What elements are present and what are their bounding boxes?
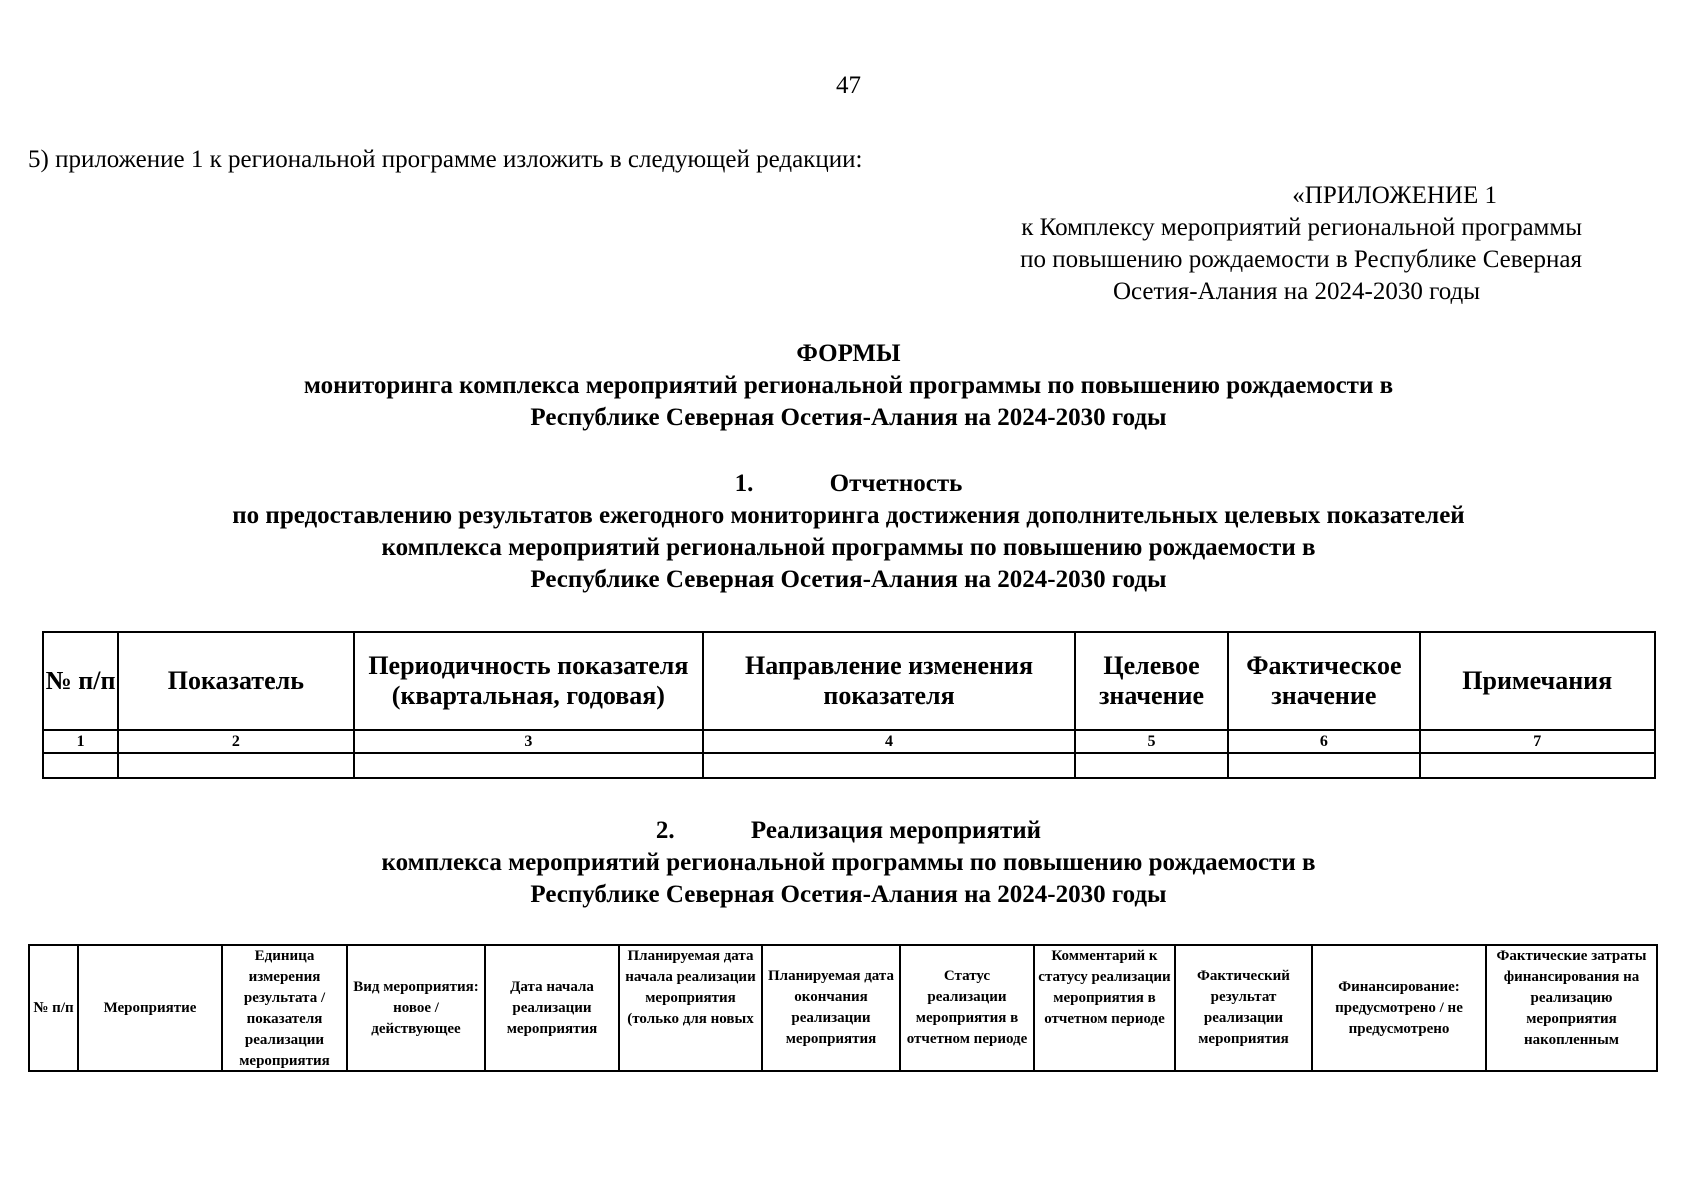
forms-title-line: Республике Северная Осетия-Алания на 2024-2030 годы	[530, 404, 1167, 431]
table-header-row	[43, 632, 1655, 730]
column-header: Мероприятие	[78, 945, 222, 1071]
section-2-line: Республике Северная Осетия-Алания на 2024-2030 годы	[530, 881, 1167, 908]
column-header: Вид мероприятия: новое / действующее	[347, 945, 485, 1071]
column-header: Направление изменения показателя	[703, 632, 1075, 730]
empty-cell	[118, 753, 353, 778]
column-header: Фактическое значение	[1228, 632, 1419, 730]
column-header: Фактические затраты финансирования на реализацию мероприятия накопленным	[1486, 945, 1657, 1071]
empty-cell	[1420, 753, 1655, 778]
table-header-row	[29, 945, 1657, 1071]
monitoring-indicators-table	[42, 631, 1656, 779]
appendix-header	[930, 180, 1582, 308]
empty-cell	[43, 753, 118, 778]
section-2-line: комплекса мероприятий региональной программы по повышению рождаемости в	[381, 849, 1316, 876]
column-header: Дата начала реализации мероприятия	[485, 945, 619, 1071]
appendix-line: по повышению рождаемости в Республике Северная	[1020, 246, 1582, 273]
measures-implementation-table	[28, 944, 1658, 1072]
column-number: 3	[354, 730, 704, 753]
section-2-heading	[0, 815, 1697, 911]
section-2-title-line	[0, 815, 1697, 847]
forms-title-line: ФОРМЫ	[796, 340, 901, 367]
empty-cell	[703, 753, 1075, 778]
column-header: Статус реализации мероприятия в отчетном периоде	[900, 945, 1034, 1071]
column-number: 1	[43, 730, 118, 753]
table-row	[43, 753, 1655, 778]
column-number: 7	[1420, 730, 1655, 753]
section-2-number: 2.	[655, 817, 675, 844]
column-number: 5	[1075, 730, 1228, 753]
section-1-line: Республике Северная Осетия-Алания на 2024-2030 годы	[530, 566, 1167, 593]
column-header: № п/п	[29, 945, 78, 1071]
section-1-line: по предоставлению результатов ежегодного мониторинга достижения дополнительных целевых показателей	[232, 502, 1465, 529]
column-header: Комментарий к статусу реализации мероприятия в отчетном периоде	[1034, 945, 1175, 1071]
column-number: 4	[703, 730, 1075, 753]
column-header: № п/п	[43, 632, 118, 730]
column-number: 6	[1228, 730, 1419, 753]
section-1-heading	[0, 468, 1697, 596]
section-2-title: Реализация мероприятий	[750, 817, 1042, 844]
column-header: Показатель	[118, 632, 353, 730]
column-header: Целевое значение	[1075, 632, 1228, 730]
section-1-title: Отчетность	[829, 470, 963, 497]
appendix-line: Осетия-Алания на 2024-2030 годы	[1112, 278, 1480, 305]
empty-cell	[354, 753, 704, 778]
page-number: 47	[836, 72, 861, 99]
column-header: Единица измерения результата / показателя реализации мероприятия	[222, 945, 347, 1071]
column-number: 2	[118, 730, 353, 753]
column-header: Примечания	[1420, 632, 1655, 730]
column-header: Периодичность показателя (квартальная, годовая)	[354, 632, 704, 730]
empty-cell	[1075, 753, 1228, 778]
column-header: Фактический результат реализации мероприятия	[1175, 945, 1312, 1071]
forms-title-line: мониторинга комплекса мероприятий региональной программы по повышению рождаемости в	[303, 372, 1394, 399]
column-header: Финансирование: предусмотрено / не предусмотрено	[1312, 945, 1486, 1071]
appendix-line: «ПРИЛОЖЕНИЕ 1	[1292, 182, 1497, 209]
column-number-row	[43, 730, 1655, 753]
section-1-line: комплекса мероприятий региональной программы по повышению рождаемости в	[381, 534, 1316, 561]
empty-cell	[1228, 753, 1419, 778]
forms-title	[0, 338, 1697, 434]
intro-text: 5) приложение 1 к региональной программе изложить в следующей редакции:	[28, 146, 863, 173]
column-header: Планируемая дата начала реализации мероприятия (только для новых	[619, 945, 762, 1071]
column-header: Планируемая дата окончания реализации мероприятия	[762, 945, 900, 1071]
appendix-line: к Комплексу мероприятий региональной программы	[1021, 214, 1582, 241]
section-1-title-line	[0, 468, 1697, 500]
section-1-number: 1.	[734, 470, 754, 497]
